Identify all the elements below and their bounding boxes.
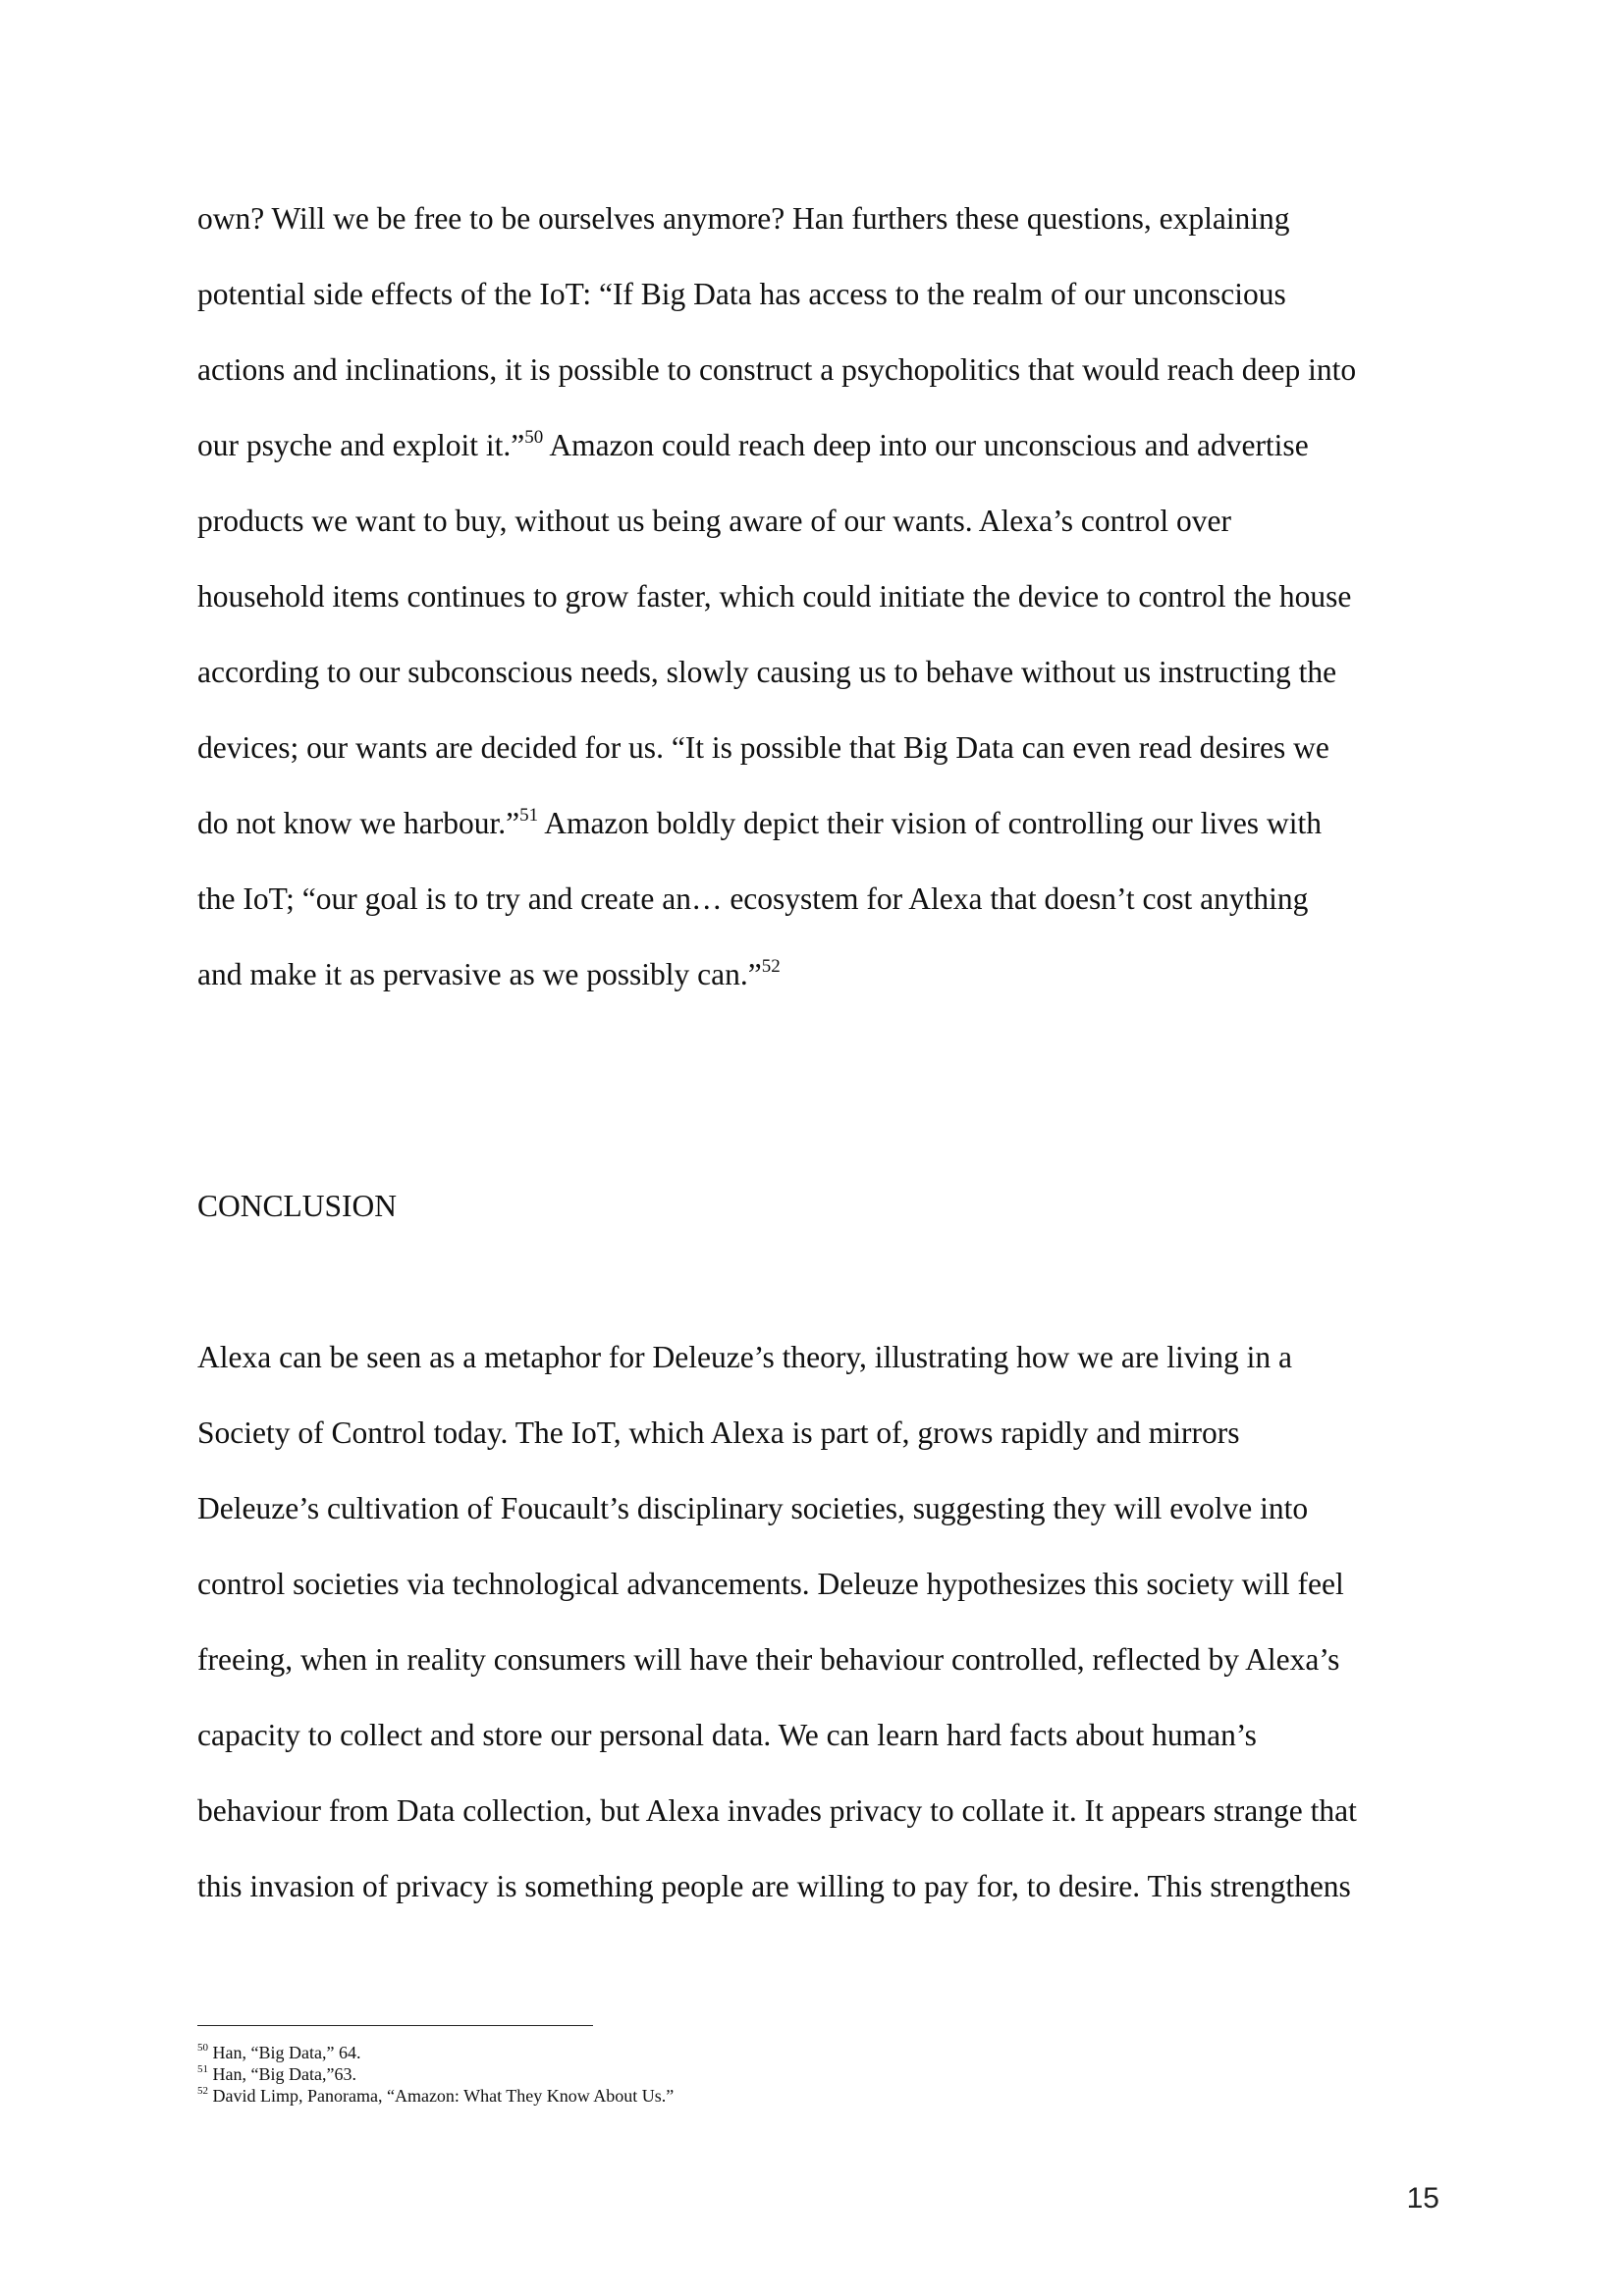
text-line: own? Will we be free to be ourselves anymore? Han furthers these questions, explaining [197,201,1290,236]
text-line: our psyche and exploit it.”$^{50}$ Amazon could reach deep into our unconscious and advertise [197,426,1309,462]
text-line: products we want to buy, without us being aware of our wants. Alexa’s control over [197,504,1231,538]
footnote-ref-51[interactable]: 51 [519,804,539,826]
text-line: this invasion of privacy is something people are willing to pay for, to desire. This strengthens [197,1869,1351,1903]
footnote-ref-50[interactable]: 50 [524,426,544,448]
text-line: Society of Control today. The IoT, which Alexa is part of, grows rapidly and mirrors [197,1415,1240,1450]
text-line: the IoT; “our goal is to try and create an… ecosystem for Alexa that doesn’t cost anything [197,881,1309,916]
footnote-ref-52[interactable]: 52 [761,955,781,977]
body-paragraph-2 [197,1319,1444,1924]
body-paragraph-1 [197,181,1444,1012]
footnote-50: $^{50}$ Han, “Big Data,” 64. [197,2042,361,2062]
page-number: 15 [1406,2182,1439,2215]
text-line: and make it as pervasive as we possibly can.”$^{52}$ [197,955,781,991]
footnote-separator [197,2025,593,2026]
text-line: behaviour from Data collection, but Alexa invades privacy to collate it. It appears strange that [197,1793,1357,1828]
text-line: potential side effects of the IoT: “If Big Data has access to the realm of our unconscious [197,277,1286,311]
text-line: freeing, when in reality consumers will have their behaviour controlled, reflected by Alexa’s [197,1642,1340,1677]
text-line: control societies via technological advancements. Deleuze hypothesizes this society will feel [197,1567,1344,1601]
text-line: according to our subconscious needs, slowly causing us to behave without us instructing the [197,655,1337,689]
text-line: Alexa can be seen as a metaphor for Deleuze’s theory, illustrating how we are living in a [197,1340,1292,1374]
text-line: capacity to collect and store our personal data. We can learn hard facts about human’s [197,1718,1257,1752]
text-line: devices; our wants are decided for us. “It is possible that Big Data can even read desires we [197,730,1329,765]
text-line: Deleuze’s cultivation of Foucault’s disciplinary societies, suggesting they will evolve into [197,1491,1309,1525]
text-line: household items continues to grow faster, which could initiate the device to control the house [197,579,1352,614]
section-heading: CONCLUSION [197,1189,398,1223]
text-line: do not know we harbour.”$^{51}$ Amazon boldly depict their vision of controlling our lives with [197,804,1322,840]
footnotes [197,2042,674,2107]
text-line: actions and inclinations, it is possible to construct a psychopolitics that would reach deep into [197,352,1357,387]
footnote-52: $^{52}$ David Limp, Panorama, “Amazon: What They Know About Us.” [197,2085,675,2106]
footnote-51: $^{51}$ Han, “Big Data,”63. [197,2063,356,2084]
